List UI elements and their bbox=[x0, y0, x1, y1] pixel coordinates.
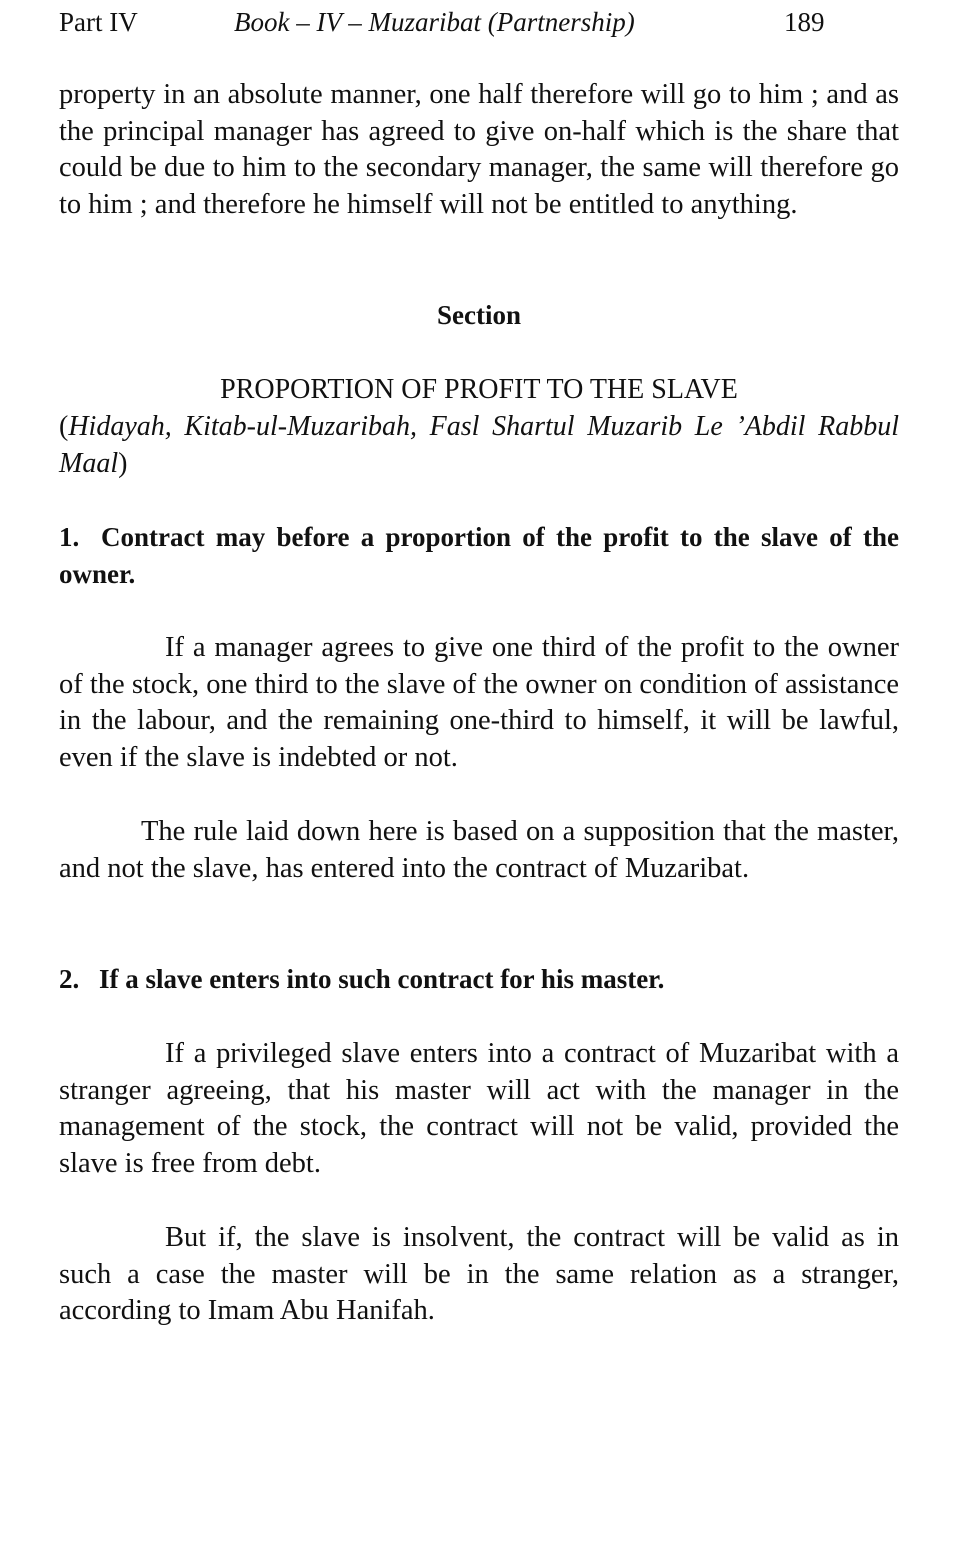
continuation-paragraph: property in an absolute manner, one half therefore will go to him ; and as the principal manager has agreed to give on-half which is the share that could be due to him to the secondary manager, the same will therefore go to him ; and therefore he himself will not be entitled to anything. bbox=[59, 79, 899, 220]
rule-1-body: If a manager agrees to give one third of the profit to the owner of the stock, one third to the slave of the owner on condition of assistance in the labour, and the remaining one-third to himself, it will be lawful, even if the slave is indebted or not. bbox=[59, 632, 899, 773]
rule-1-note: The rule laid down here is based on a supposition that the master, and not the slave, has entered into the contract of Muzaribat. bbox=[59, 816, 899, 884]
section-label: Section bbox=[437, 300, 521, 330]
page-number: 189 bbox=[784, 7, 825, 37]
rule-heading-1 bbox=[59, 519, 899, 593]
rule-heading-1-text: Contract may before a proportion of the profit to the slave of the owner. bbox=[59, 522, 899, 589]
citation-open-paren: ( bbox=[59, 411, 69, 442]
rule-heading-2 bbox=[59, 961, 899, 998]
running-header bbox=[59, 4, 901, 40]
citation-close-paren: ) bbox=[118, 448, 128, 479]
rule-heading-2-text: If a slave enters into such contract for his master. bbox=[99, 964, 665, 994]
header-book-title: Book – IV – Muzaribat (Partnership) bbox=[234, 7, 635, 37]
section-citation bbox=[59, 408, 899, 482]
citation-text: Hidayah, Kitab-ul-Muzaribah, Fasl Shartul Muzarib Le ’Abdil Rabbul Maal bbox=[59, 411, 899, 479]
rule-number-1: 1. bbox=[59, 522, 80, 552]
header-part: Part IV bbox=[59, 7, 138, 37]
rule-2-body: If a privileged slave enters into a contract of Muzaribat with a stranger agreeing, that his master will act with the manager in the management of the stock, the contract will not be valid, provided the slave is free from debt. bbox=[59, 1038, 899, 1179]
rule-number-2: 2. bbox=[59, 964, 80, 994]
rule-2-note: But if, the slave is insolvent, the contract will be valid as in such a case the master will be in the same relation as a stranger, according to Imam Abu Hanifah. bbox=[59, 1222, 899, 1327]
section-title: PROPORTION OF PROFIT TO THE SLAVE bbox=[220, 374, 738, 405]
